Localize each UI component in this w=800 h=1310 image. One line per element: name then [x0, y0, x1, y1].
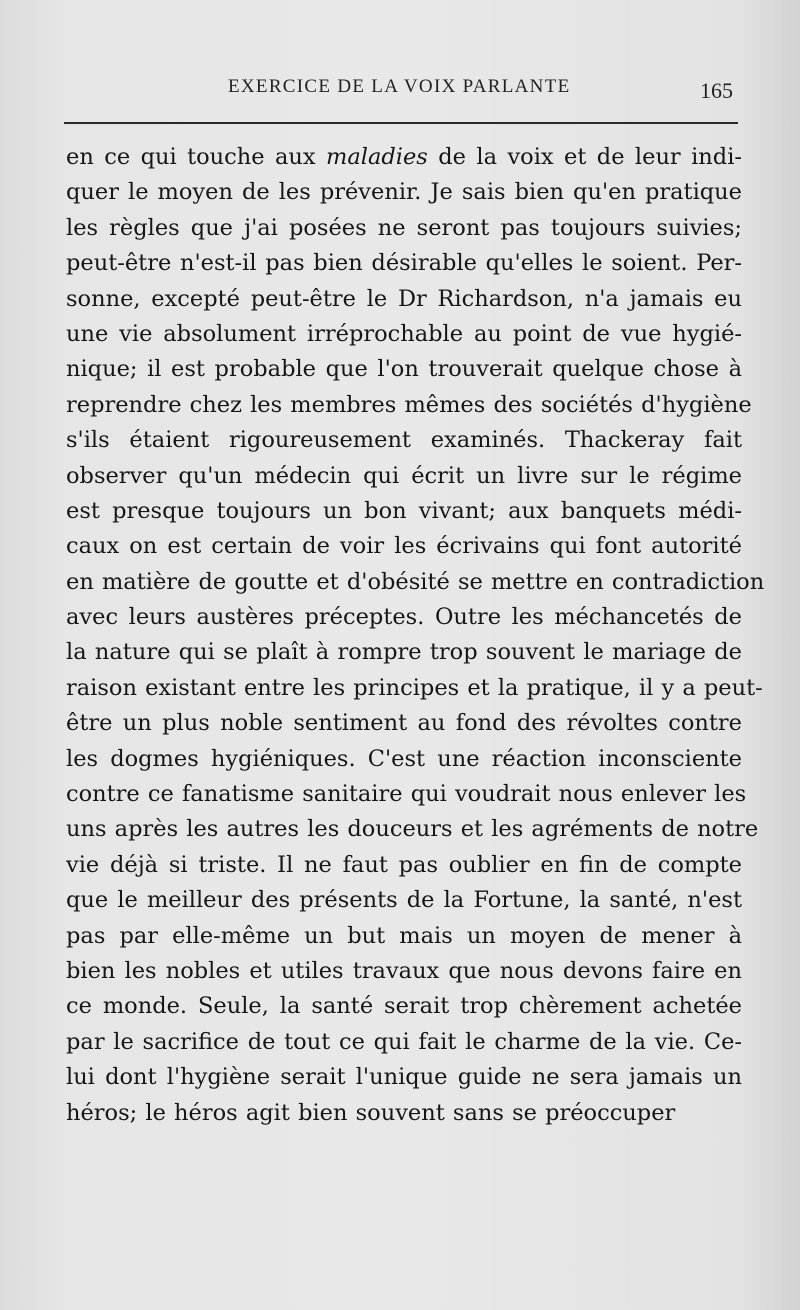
text-line-segment: raison existant entre les principes et la pratique, il y a peut-: [66, 674, 763, 701]
text-line-segment: être un plus noble sentiment au fond des révoltes contre: [66, 710, 742, 737]
text-line-segment: pas par elle-même un but mais un moyen de mener à: [66, 922, 742, 949]
text-line: [66, 848, 742, 883]
text-line-segment: en ce qui touche aux: [66, 144, 327, 170]
text-line-segment: vie déjà si triste. Il ne faut pas oublier en fin de compte: [66, 851, 742, 878]
text-line-segment: est presque toujours un bon vivant; aux banquets médi-: [66, 497, 742, 524]
text-line-segment: s'ils étaient rigoureusement examinés. Thackeray fait: [66, 427, 742, 454]
text-line: [66, 989, 742, 1024]
text-line: [66, 140, 742, 175]
header-rule: [64, 122, 738, 124]
text-line: [66, 1025, 742, 1060]
text-line-segment: la nature qui se plaît à rompre trop souvent le mariage de: [66, 639, 742, 666]
body-text: [66, 140, 765, 1131]
text-line: [66, 352, 742, 387]
text-line: [66, 565, 765, 600]
text-line: [66, 175, 742, 210]
text-line-segment: que le meilleur des présents de la Fortune, la santé, n'est: [66, 887, 742, 914]
page-number: 165: [700, 78, 733, 103]
text-line-segment: héros; le héros agit bien souvent sans se préoccuper: [66, 1099, 676, 1126]
text-line: [66, 494, 742, 529]
text-line: [66, 211, 742, 246]
text-line: [66, 600, 742, 635]
text-line-segment: caux on est certain de voir les écrivains qui font autorité: [66, 533, 742, 560]
text-line: [66, 1096, 742, 1131]
text-line: [66, 529, 742, 564]
text-line-segment: avec leurs austères préceptes. Outre les méchancetés de: [66, 604, 742, 631]
running-head: [0, 76, 800, 106]
text-line-segment: sonne, excepté peut-être le Dr Richardson, n'a jamais eu: [66, 285, 742, 312]
text-line: [66, 777, 747, 812]
text-line-segment: observer qu'un médecin qui écrit un livre sur le régime: [66, 462, 742, 489]
text-line: [66, 883, 742, 918]
text-line-segment: contre ce fanatisme sanitaire qui voudrait nous enlever les: [66, 781, 747, 808]
text-line-segment: en matière de goutte et d'obésité se mettre en contradiction: [66, 568, 765, 595]
text-line-segment: lui dont l'hygiène serait l'unique guide ne sera jamais un: [66, 1064, 742, 1091]
text-line-segment: uns après les autres les douceurs et les agréments de notre: [66, 816, 759, 843]
text-line: [66, 388, 752, 423]
text-line: [66, 282, 742, 317]
text-line: [66, 706, 742, 741]
text-line-segment: par le sacrifice de tout ce qui fait le charme de la vie. Ce-: [66, 1028, 742, 1055]
text-line-segment: bien les nobles et utiles travaux que nous devons faire en: [66, 957, 742, 984]
text-line: [66, 1060, 742, 1095]
text-line: [66, 742, 742, 777]
text-line: [66, 919, 742, 954]
text-line-segment: ce monde. Seule, la santé serait trop chèrement achetée: [66, 993, 742, 1020]
text-line: [66, 317, 742, 352]
text-line-segment: les dogmes hygiéniques. C'est une réaction inconsciente: [66, 745, 742, 772]
text-line: [66, 246, 742, 281]
text-line-segment: reprendre chez les membres mêmes des sociétés d'hygiène: [66, 391, 752, 418]
italic-term: maladies: [326, 144, 428, 170]
text-line: [66, 635, 742, 670]
text-line: [66, 812, 759, 847]
running-title: EXERCICE DE LA VOIX PARLANTE: [228, 76, 571, 97]
text-line: [66, 671, 763, 706]
text-line: [66, 459, 742, 494]
text-line-segment: nique; il est probable que l'on trouverait quelque chose à: [66, 356, 742, 383]
text-line-segment: quer le moyen de les prévenir. Je sais bien qu'en pratique: [66, 179, 742, 206]
text-line: [66, 954, 742, 989]
text-line-segment: les règles que j'ai posées ne seront pas toujours suivies;: [66, 214, 742, 241]
text-line: [66, 423, 742, 458]
text-line-segment: une vie absolument irréprochable au point de vue hygié-: [66, 320, 742, 347]
text-line-segment: de la voix et de leur indi-: [427, 144, 742, 170]
text-line-segment: peut-être n'est-il pas bien désirable qu'elles le soient. Per-: [66, 250, 742, 277]
